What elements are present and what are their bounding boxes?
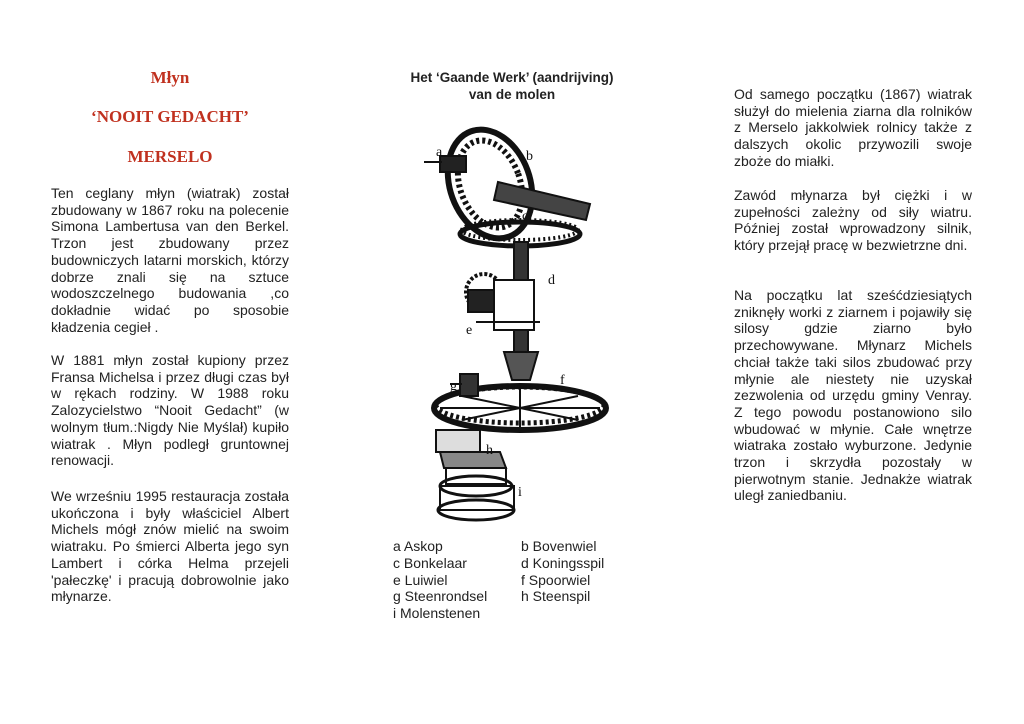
figure-letter-i: i <box>518 485 522 500</box>
function-paragraph-2: Zawód młynarza był ciężki i w zupełności zależny od siły wiatru. Później został wprowadzony silnik, który przejął pracę w bezwietrzne dni. <box>734 187 972 254</box>
figure-title-line-2: van de molen <box>468 87 556 102</box>
function-paragraph-1: Od samego początku (1867) wiatrak służył do mielenia ziarna dla rolników z Merselo jakkolwiek rolnicy także z dalszych okolic przywozili swoje zboże do miałki. <box>734 86 972 169</box>
figure-letter-d: d <box>548 273 555 288</box>
legend-item: b Bovenwiel <box>521 538 597 554</box>
figure-title-line-1: Het ‘Gaande Werk’ (aandrijving) <box>410 70 614 85</box>
figure-legend <box>393 538 653 622</box>
mill-name-title: ‘NOOIT GEDACHT’ <box>91 107 249 126</box>
legend-item <box>521 605 651 622</box>
figure-letter-g: g <box>450 379 457 394</box>
figure-letter-c: c <box>522 209 529 224</box>
legend-item: e Luiwiel <box>393 571 448 588</box>
legend-item: f Spoorwiel <box>521 571 591 588</box>
mill-drive-illustration <box>380 112 644 532</box>
figure-letter-h: h <box>486 443 493 458</box>
legend-item: a Askop <box>393 538 443 554</box>
legend-row <box>393 538 653 555</box>
legend-item: c Bonkelaar <box>393 554 467 571</box>
legend-row <box>393 605 653 622</box>
figure-letter-e: e <box>466 323 473 338</box>
legend-item: g Steenrondsel <box>393 588 488 605</box>
history-paragraph-1: Ten ceglany młyn (wiatrak) został zbudowany w 1867 roku na polecenie Simona Lambertusa van den Berkel. Trzon jest zbudowany przez budowniczych latarni morskich, którzy dobrze znali się na sztuce wodoszczelnego budowania ,co dokładnie widać po sposobie kładzenia cegieł . <box>51 185 289 335</box>
legend-item: h Steenspil <box>521 588 591 605</box>
location-title: MERSELO <box>127 147 213 166</box>
legend-row <box>393 572 653 589</box>
figure-letter-a: a <box>436 145 443 160</box>
function-paragraph-3: Na początku lat sześćdziesiątych zniknęły worki z ziarnem i pojawiły się silosy gdzie ziarno było przechowywane. Młynarz Michels chciał także taki silos zbudować przy młynie ale niestety nie uzyskał zezwolenia od urzędu gminy Venray. Z tego powodu postanowiono silo wbudować w młynie. Całe wnętrze wiatraka zostało wyburzone. Jedynie trzon i skrzydła pozostały w pierwotnym stanie. Jednakże wiatrak uległ zaniedbaniu. <box>734 287 972 504</box>
figure-letter-f: f <box>560 373 565 388</box>
history-paragraph-3: We wrześniu 1995 restauracja została ukończona i były właściciel Albert Michels mógł znów mielić na swoim wiatraku. Po śmierci Alberta jego syn Lambert i córka Helma przejeli 'pałeczkę' i pracują dobrowolnie jako młynarze. <box>51 488 289 605</box>
legend-row <box>393 588 653 605</box>
legend-item: i Molenstenen <box>393 605 481 622</box>
history-paragraph-2: W 1881 młyn został kupiony przez Fransa Michelsa i przez długi czas był w rękach rodziny. W 1988 roku Zalozycielstwo “Nooit Gedacht” (w wolnym tłum.:Nigdy Nie Myślał) kupiło wiatrak . Młyn podległ gruntownej renowacji. <box>51 352 289 469</box>
mill-title: Młyn <box>150 68 190 87</box>
legend-row <box>393 555 653 572</box>
legend-item: d Koningsspil <box>521 554 605 571</box>
figure-letter-b: b <box>526 149 533 164</box>
